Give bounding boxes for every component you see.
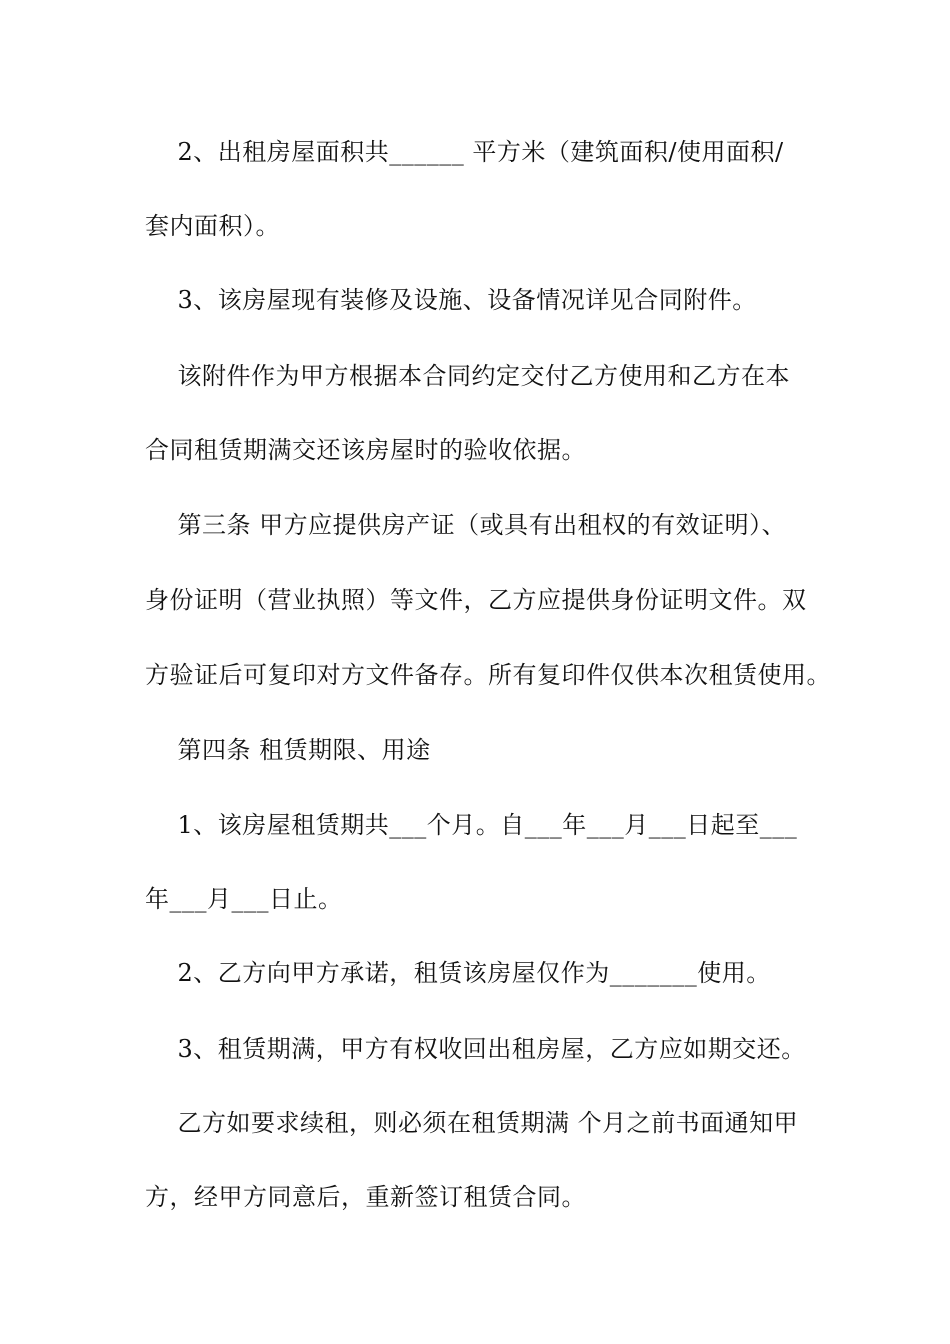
article-3-line-1: 第三条 甲方应提供房产证（或具有出租权的有效证明）、 bbox=[145, 511, 787, 539]
expiry-clause: 3、租赁期满，甲方有权收回出租房屋，乙方应如期交还。 bbox=[145, 1035, 806, 1063]
clause-2-area-line-2: 套内面积）。 bbox=[145, 212, 280, 240]
annex-note-line-1: 该附件作为甲方根据本合同约定交付乙方使用和乙方在本 bbox=[145, 362, 791, 390]
article-3-line-3: 方验证后可复印对方文件备存。所有复印件仅供本次租赁使用。 bbox=[145, 661, 831, 689]
term-clause-line-2: 年___月___日止。 bbox=[145, 885, 343, 913]
article-3-line-2: 身份证明（营业执照）等文件，乙方应提供身份证明文件。双 bbox=[145, 586, 807, 614]
term-clause-line-1: 1、该房屋租赁期共___个月。自___年___月___日起至___ bbox=[145, 811, 798, 839]
annex-note-line-2: 合同租赁期满交还该房屋时的验收依据。 bbox=[145, 436, 586, 464]
renewal-line-1: 乙方如要求续租，则必须在租赁期满 个月之前书面通知甲 bbox=[145, 1109, 799, 1137]
clause-2-area-line-1: 2、出租房屋面积共______ 平方米（建筑面积/使用面积/ bbox=[145, 138, 784, 166]
renewal-line-2: 方，经甲方同意后，重新签订租赁合同。 bbox=[145, 1183, 586, 1211]
article-4-heading: 第四条 租赁期限、用途 bbox=[145, 736, 431, 764]
use-clause: 2、乙方向甲方承诺，租赁该房屋仅作为_______使用。 bbox=[145, 959, 771, 987]
clause-3-fixtures: 3、该房屋现有装修及设施、设备情况详见合同附件。 bbox=[145, 286, 757, 314]
